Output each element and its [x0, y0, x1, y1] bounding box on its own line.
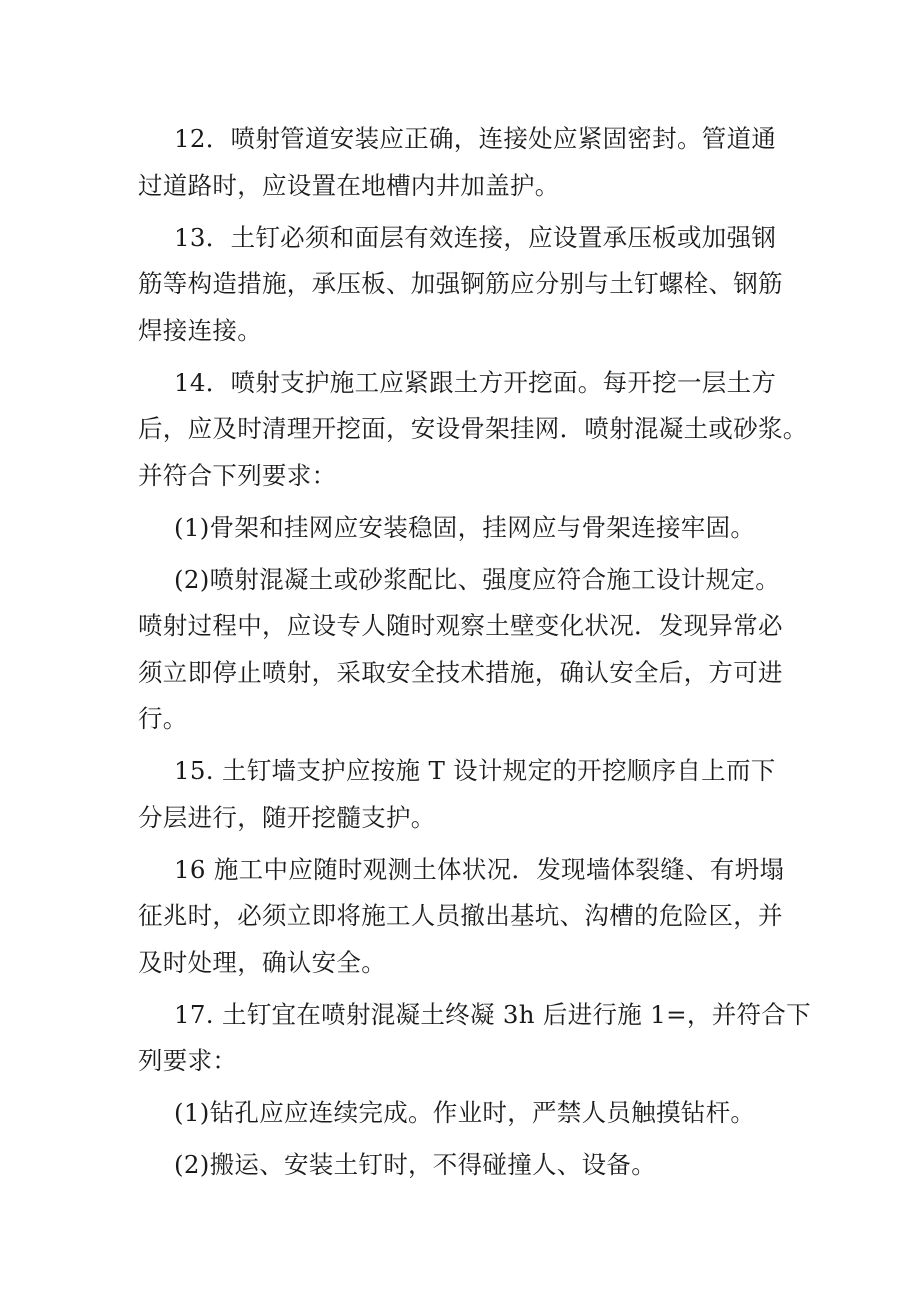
paragraph-item-16	[138, 847, 790, 987]
text-line: 13．土钉必须和面层有效连接，应设置承压板或加强钢	[174, 222, 777, 252]
text-line: 14．喷射支护施工应紧跟土方开挖面。每开挖一层土方	[174, 367, 777, 397]
text-line: 16 施工中应随时观测土体状况．发现墙体裂缝、有坍塌	[174, 854, 785, 884]
paragraph-item-14-2	[138, 557, 790, 743]
paragraph-item-13	[138, 215, 790, 355]
text-line: 及时处理，确认安全。	[138, 947, 386, 977]
text-line: 并符合下列要求：	[138, 460, 337, 490]
paragraph-item-17-2	[138, 1142, 790, 1189]
text-line: 征兆时，必须立即将施工人员撤出基坑、沟槽的危险区，并	[138, 901, 783, 930]
paragraph-item-17-1	[138, 1090, 790, 1137]
text-line: 喷射过程中，应设专人随时观察土壁变化状况．发现异常必	[138, 611, 783, 640]
text-line: 焊接连接。	[138, 315, 262, 345]
text-line: (2)喷射混凝土或砂浆配比、强度应符合施工设计规定。	[174, 564, 781, 594]
document-body	[138, 116, 811, 1194]
text-line: 15. 土钉墙支护应按施 T 设计规定的开挖顺序自上而下	[174, 756, 776, 785]
text-line: 行。	[138, 704, 188, 733]
text-line: 12．喷射管道安装应正确，连接处应紧固密封。管道通	[174, 124, 777, 153]
text-line: 列要求：	[138, 1046, 238, 1075]
text-line: (2)搬运、安装土钉时，不得碰撞人、设备。	[174, 1150, 657, 1179]
text-line: 分层进行，随开挖髓支护。	[138, 802, 436, 832]
paragraph-item-14	[138, 360, 808, 500]
text-line: 筋等构造措施，承压板、加强锕筋应分别与土钉螺栓、钢筋	[138, 269, 783, 298]
paragraph-item-14-1	[138, 505, 790, 552]
paragraph-item-15	[138, 748, 790, 841]
text-line: 后，应及时清理开挖面，安设骨架挂网．喷射混凝土或砂浆。	[138, 414, 808, 443]
paragraph-item-12	[138, 116, 790, 209]
text-line: (1)骨架和挂网应安装稳固，挂网应与骨架连接牢固。	[174, 512, 756, 542]
text-line: 17. 土钉宜在喷射混凝土终凝 3h 后进行施 1=，并符合下	[174, 999, 811, 1029]
text-line: 须立即停止喷射，采取安全技术措施，确认安全后，方可进	[138, 657, 783, 687]
text-line: 过道路时，应设置在地槽内井加盖护。	[138, 170, 560, 200]
text-line: (1)钻孔应应连续完成。作业时，严禁人员触摸钻杆。	[174, 1098, 756, 1127]
paragraph-item-17	[138, 992, 811, 1085]
